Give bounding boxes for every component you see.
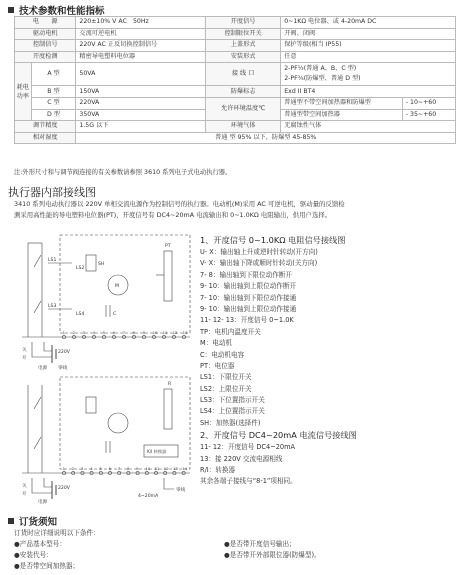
- label-close: 关: [22, 348, 27, 353]
- table-row: B 型 150VA 防爆标志 Exd II BT4: [15, 86, 456, 98]
- terminal-number: 9: [142, 330, 146, 335]
- legend-line: LS1：下限位开关: [200, 373, 252, 382]
- label-ls4: LS4: [76, 312, 85, 317]
- label-ls3: LS3: [48, 304, 57, 309]
- bullet-square-icon: [8, 7, 14, 13]
- legend-line: 7- 8：输出轴到下限位动作断开: [200, 270, 292, 279]
- label-sh: SH: [98, 262, 105, 267]
- label-c: C: [113, 312, 117, 317]
- label-m: M: [115, 284, 119, 289]
- table-row: D 型 350VA 普通型带空间加热器 - 35~+60: [15, 109, 456, 121]
- section-title-wiring: 执行器内部接线图: [8, 186, 96, 199]
- legend-line: LS4：上位置指示开关: [200, 407, 265, 416]
- list-item: ●安装代号： ●是否带开外部限位器(防爆型)。: [14, 551, 321, 559]
- table-row: 调节精度 1.5G 以下 环境气体 无腐蚀性气体: [15, 121, 456, 133]
- legend-line: SH：加热器(选择件): [200, 418, 261, 427]
- terminal-number: 3: [81, 466, 84, 471]
- terminal-number: 10: [152, 330, 158, 335]
- label-r: R: [168, 382, 172, 387]
- legend-heading-2: 2、开度信号 DC4~20mA 电流信号接线图: [200, 430, 357, 441]
- table-row: 开度检测 精密导电塑料电位器 安装形式 任意: [15, 51, 456, 63]
- label-output-current: 4~20mA: [138, 494, 159, 499]
- svg-text:关: 关: [22, 484, 27, 489]
- terminal-number: 3: [82, 330, 86, 335]
- heater-sh: [86, 255, 96, 271]
- label-ls1: LS1: [48, 258, 57, 263]
- terminal-row-top: [62, 330, 188, 339]
- legend-line: 其余各端子接线与“8-1”项相同。: [200, 477, 297, 486]
- legend-line: LS2：上限位开关: [200, 384, 252, 393]
- label-power-2: 电源: [38, 500, 48, 505]
- resistance-wiring-diagram: [22, 235, 190, 363]
- svg-text:开: 开: [22, 492, 27, 497]
- table-row: 相对湿度 普通 型 95% 以下，防爆型 45-85%: [15, 132, 456, 144]
- terminal-number: 5: [102, 330, 106, 335]
- terminal-number: 11: [154, 466, 160, 471]
- terminal-number: 4: [92, 330, 96, 335]
- label-open: 开: [22, 356, 27, 361]
- terminal-number: 5: [99, 466, 102, 471]
- power-side-label: 耗电功率: [15, 63, 32, 121]
- table-row: C 型 220VA 允许环境温度℃ 普通型不带空间加热器和防爆型 - 10~+60: [15, 97, 456, 109]
- terminal-number: 10: [145, 466, 151, 471]
- terminal-number: 7: [122, 330, 126, 335]
- terminal-number: 8: [127, 466, 130, 471]
- enclosure-box-2: [60, 377, 190, 469]
- legend-line: U- X：输出轴上升或逆时针转动(开方向): [200, 248, 318, 256]
- section-title-ordering: 订货须知: [8, 514, 57, 528]
- current-wiring-diagram: [22, 377, 190, 499]
- terminal-row-bottom: [62, 466, 187, 475]
- legend-line: 7- 10：输出轴到下限位动作接通: [200, 293, 297, 302]
- spec-table: [14, 16, 456, 144]
- terminal-number: 7: [117, 466, 121, 471]
- terminal-number: 6: [112, 330, 116, 335]
- terminal-number: 14: [182, 466, 188, 471]
- legend-heading-1: 1、开度信号 0~1.0KΩ 电阻信号接线图: [200, 235, 346, 245]
- label-220v: 220V: [58, 350, 70, 355]
- terminal-number: 2: [71, 466, 75, 471]
- legend-line: V- X：输出轴下降或顺时针转动(关方向): [200, 259, 318, 268]
- legend-line: 11- 12：开度信号 DC4~20mA: [200, 443, 296, 452]
- limit-switch-ls1: [34, 255, 41, 267]
- list-item: ●产品基本型号： ●是否带开度信号输出；: [14, 540, 296, 548]
- table-row: 驱动电机 交流可逆电机 控制限位开关 开阀、闭阀: [15, 28, 456, 40]
- table-row: 电 源 220±10% V AC 50Hz 开度信号 0~1KΩ 电位器、或 4-20mA DC: [15, 17, 456, 29]
- potentiometer-pt: [164, 251, 172, 301]
- legend-line: 13：接 220V 交流电源相线: [200, 454, 283, 463]
- label-ls2: LS2: [76, 266, 85, 271]
- limit-switch-ls3: [34, 301, 41, 313]
- legend-line: R/I：转换器: [200, 466, 236, 475]
- terminal-number: 13: [173, 466, 178, 471]
- table-row: 耗电功率 A 型 50VA 接 线 口 2-PF½(普通 A、B、C 型) 2-PF¾(防爆型、普通 D 型): [15, 63, 456, 86]
- terminal-number: 12: [163, 466, 169, 471]
- bullet-square-icon: [8, 518, 14, 524]
- terminal-number: 9: [136, 466, 139, 471]
- terminal-number: 11: [162, 330, 168, 335]
- legend-line: 9- 10：输出轴到上限位动作断开: [200, 282, 297, 291]
- enclosure-box: [60, 235, 190, 333]
- terminal-number: 8: [132, 330, 136, 335]
- description-paragraph: 3410 系列电动执行器以 220V 单相交流电源作为控制信号的执行器。电动机(M)采用 AC 可逆电机，驱动量的反馈检 测采用高性能的导电塑料电位器(PT)，开度信号有 DC4~20mA 电流输出和 0~1.0KΩ 电阻输出，供用户选择。: [14, 200, 345, 219]
- legend-line: LS3：下位置指示开关: [200, 396, 265, 405]
- label-pt: PT: [165, 244, 171, 249]
- wiring-legend: [200, 234, 462, 488]
- legend-line: M：电动机: [200, 339, 233, 348]
- terminal-number: 6: [108, 466, 112, 471]
- terminal-number: 1: [62, 466, 66, 471]
- terminal-number: 4: [90, 466, 93, 471]
- label-module: K/I 转换器: [147, 449, 167, 454]
- terminal-number: 12: [172, 330, 178, 335]
- footnote: 注:外形尺寸和与调节阀连接的有关参数请参照 3610 系列电子式电动执行器。: [14, 169, 232, 176]
- list-item: ●是否带空间加热器；: [14, 562, 80, 570]
- legend-line: C：电动机电容: [200, 350, 245, 359]
- legend-line: TP：电机内温度开关: [200, 327, 261, 336]
- legend-line: 11- 12- 13：开度信号 0~1.0K: [200, 316, 294, 325]
- table-row: 控制信号 220V AC 正反切换控制信号 上盖形式 保护等级(相当 IP55): [15, 40, 456, 52]
- label-zero: 零线: [58, 366, 68, 371]
- order-intro: 订货时应详细说明以下条件：: [14, 529, 100, 537]
- label-power: 电源: [38, 366, 48, 371]
- section-title-specs: 技术参数和性能指标: [8, 3, 105, 17]
- label-220v-2: 220V: [58, 486, 70, 491]
- legend-line: 9- 10：输出轴到上限位动作接通: [200, 304, 297, 313]
- terminal-number: 13: [182, 330, 188, 335]
- terminal-number: 2: [72, 330, 76, 335]
- legend-line: PT：电位器: [200, 361, 235, 370]
- wiring-diagrams: [14, 227, 194, 505]
- ordering-notes: [14, 528, 454, 572]
- terminal-number: 1: [62, 330, 66, 335]
- label-zero-2: 零线: [176, 488, 186, 493]
